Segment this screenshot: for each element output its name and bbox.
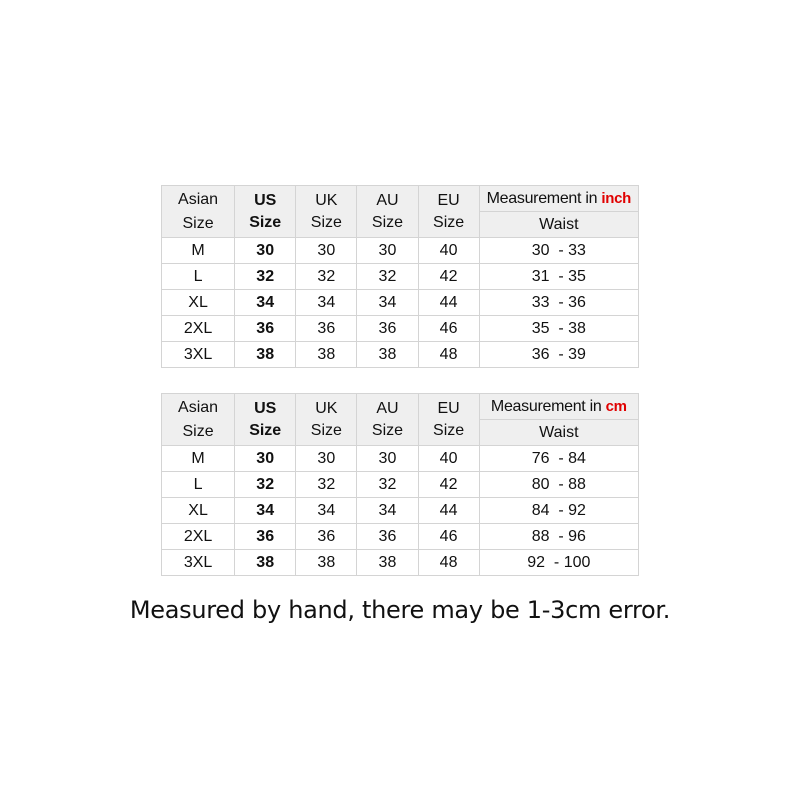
- cell-waist: 76 - 84: [479, 446, 638, 472]
- cell-eu: 48: [418, 342, 479, 368]
- cell-au: 30: [357, 446, 418, 472]
- table-row: [162, 316, 639, 342]
- cell-us: 32: [235, 264, 296, 290]
- cell-waist: 30 - 33: [479, 238, 638, 264]
- header-eu-size: EU Size: [418, 394, 479, 446]
- cell-us: 36: [235, 316, 296, 342]
- cell-eu: 42: [418, 472, 479, 498]
- cell-us: 30: [235, 238, 296, 264]
- cell-asian: M: [162, 238, 235, 264]
- cell-asian: L: [162, 472, 235, 498]
- cell-au: 38: [357, 342, 418, 368]
- header-waist: Waist: [479, 212, 638, 238]
- table-row: [162, 264, 639, 290]
- measurement-unit: inch: [601, 189, 631, 207]
- cell-asian: 2XL: [162, 524, 235, 550]
- measurement-prefix: Measurement in: [490, 397, 602, 415]
- measurement-prefix: Measurement in: [486, 189, 598, 207]
- header-measurement: [479, 186, 638, 212]
- cell-eu: 48: [418, 550, 479, 576]
- table-row: [162, 550, 639, 576]
- cell-us: 38: [235, 342, 296, 368]
- header-measurement: [479, 394, 638, 420]
- cell-eu: 46: [418, 524, 479, 550]
- cell-au: 34: [357, 498, 418, 524]
- table-row: [162, 342, 639, 368]
- cell-eu: 44: [418, 290, 479, 316]
- cell-eu: 40: [418, 446, 479, 472]
- header-asian-size: Asian Size: [162, 394, 235, 446]
- cell-waist: 80 - 88: [479, 472, 638, 498]
- cell-eu: 44: [418, 498, 479, 524]
- cell-asian: 3XL: [162, 342, 235, 368]
- header-au-size: AU Size: [357, 186, 418, 238]
- cell-uk: 38: [296, 342, 357, 368]
- cell-us: 34: [235, 290, 296, 316]
- cell-au: 32: [357, 264, 418, 290]
- header-uk-size: UK Size: [296, 394, 357, 446]
- cell-asian: 2XL: [162, 316, 235, 342]
- cell-waist: 35 - 38: [479, 316, 638, 342]
- cell-asian: M: [162, 446, 235, 472]
- cell-uk: 32: [296, 264, 357, 290]
- table-row: [162, 498, 639, 524]
- cell-eu: 42: [418, 264, 479, 290]
- header-uk-size: UK Size: [296, 186, 357, 238]
- cell-uk: 34: [296, 290, 357, 316]
- table-row: [162, 290, 639, 316]
- cell-au: 36: [357, 316, 418, 342]
- cell-au: 34: [357, 290, 418, 316]
- size-table-inch: [161, 185, 639, 368]
- table-row: [162, 524, 639, 550]
- cell-eu: 40: [418, 238, 479, 264]
- table-row: [162, 446, 639, 472]
- header-us-size: US Size: [235, 394, 296, 446]
- cell-us: 32: [235, 472, 296, 498]
- header-asian-size: Asian Size: [162, 186, 235, 238]
- table-header-row: [162, 394, 639, 420]
- cell-eu: 46: [418, 316, 479, 342]
- header-au-size: AU Size: [357, 394, 418, 446]
- header-eu-size: EU Size: [418, 186, 479, 238]
- table-row: [162, 238, 639, 264]
- header-us-size: US Size: [235, 186, 296, 238]
- cell-waist: 36 - 39: [479, 342, 638, 368]
- measurement-unit: cm: [605, 397, 627, 415]
- cell-waist: 31 - 35: [479, 264, 638, 290]
- cell-asian: 3XL: [162, 550, 235, 576]
- cell-asian: L: [162, 264, 235, 290]
- cell-uk: 36: [296, 316, 357, 342]
- cell-us: 38: [235, 550, 296, 576]
- cell-au: 32: [357, 472, 418, 498]
- cell-waist: 92 - 100: [479, 550, 638, 576]
- cell-us: 30: [235, 446, 296, 472]
- cell-uk: 34: [296, 498, 357, 524]
- cell-waist: 84 - 92: [479, 498, 638, 524]
- cell-us: 36: [235, 524, 296, 550]
- cell-waist: 88 - 96: [479, 524, 638, 550]
- cell-au: 30: [357, 238, 418, 264]
- cell-us: 34: [235, 498, 296, 524]
- table-header-row: [162, 186, 639, 212]
- cell-asian: XL: [162, 498, 235, 524]
- cell-waist: 33 - 36: [479, 290, 638, 316]
- cell-uk: 36: [296, 524, 357, 550]
- cell-au: 38: [357, 550, 418, 576]
- cell-uk: 32: [296, 472, 357, 498]
- cell-asian: XL: [162, 290, 235, 316]
- cell-uk: 30: [296, 446, 357, 472]
- cell-uk: 38: [296, 550, 357, 576]
- footer-note: Measured by hand, there may be 1-3cm error.: [129, 596, 671, 624]
- header-waist: Waist: [479, 420, 638, 446]
- table-row: [162, 472, 639, 498]
- cell-uk: 30: [296, 238, 357, 264]
- cell-au: 36: [357, 524, 418, 550]
- size-table-cm: [161, 393, 639, 576]
